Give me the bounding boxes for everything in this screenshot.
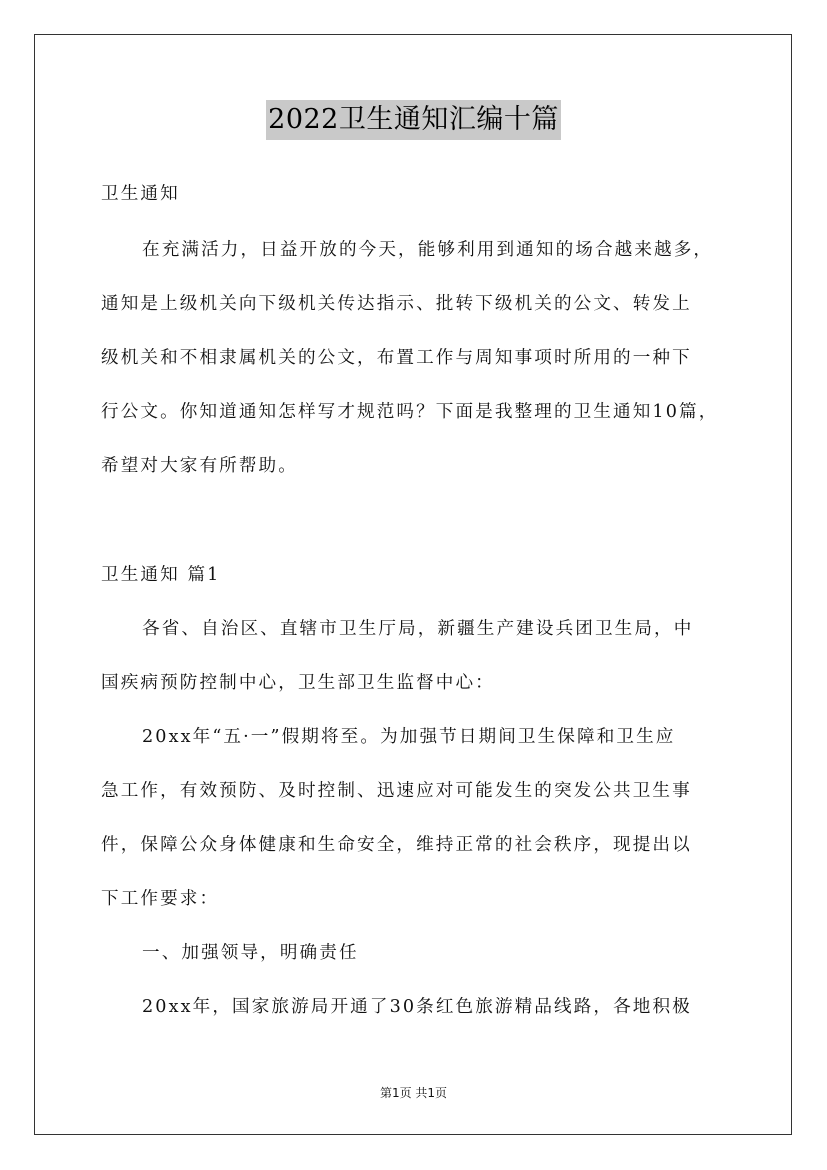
paragraph-line: 20xx年，国家旅游局开通了30条红色旅游精品线路，各地积极: [142, 997, 692, 1017]
paragraph-line: 在充满活力，日益开放的今天，能够利用到通知的场合越来越多，: [142, 240, 714, 260]
paragraph-line: 下工作要求：: [101, 889, 220, 909]
paragraph-line: 国疾病预防控制中心，卫生部卫生监督中心：: [101, 673, 495, 693]
paragraph-line: 各省、自治区、直辖市卫生厅局，新疆生产建设兵团卫生局，中: [142, 619, 694, 639]
paragraph-line: 级机关和不相隶属机关的公文，布置工作与周知事项时所用的一种下: [101, 348, 692, 368]
title-container: [0, 100, 827, 140]
paragraph-line: 急工作，有效预防、及时控制、迅速应对可能发生的突发公共卫生事: [101, 781, 692, 801]
document-title: 2022卫生通知汇编十篇: [266, 100, 561, 140]
paragraph-line: 行公文。你知道通知怎样写才规范吗？下面是我整理的卫生通知10篇，: [101, 402, 719, 422]
section-heading: 卫生通知 篇1: [101, 565, 221, 585]
paragraph-line: 通知是上级机关向下级机关传达指示、批转下级机关的公文、转发上: [101, 294, 692, 314]
paragraph-line: 希望对大家有所帮助。: [101, 456, 298, 476]
page-footer: 第1页 共1页: [379, 1086, 448, 1100]
paragraph-line: 件，保障公众身体健康和生命安全，维持正常的社会秩序，现提出以: [101, 835, 692, 855]
section-heading: 卫生通知: [101, 184, 180, 204]
subheading-line: 一、加强领导，明确责任: [142, 943, 359, 963]
paragraph-line: 20xx年“五·一”假期将至。为加强节日期间卫生保障和卫生应: [142, 727, 676, 747]
